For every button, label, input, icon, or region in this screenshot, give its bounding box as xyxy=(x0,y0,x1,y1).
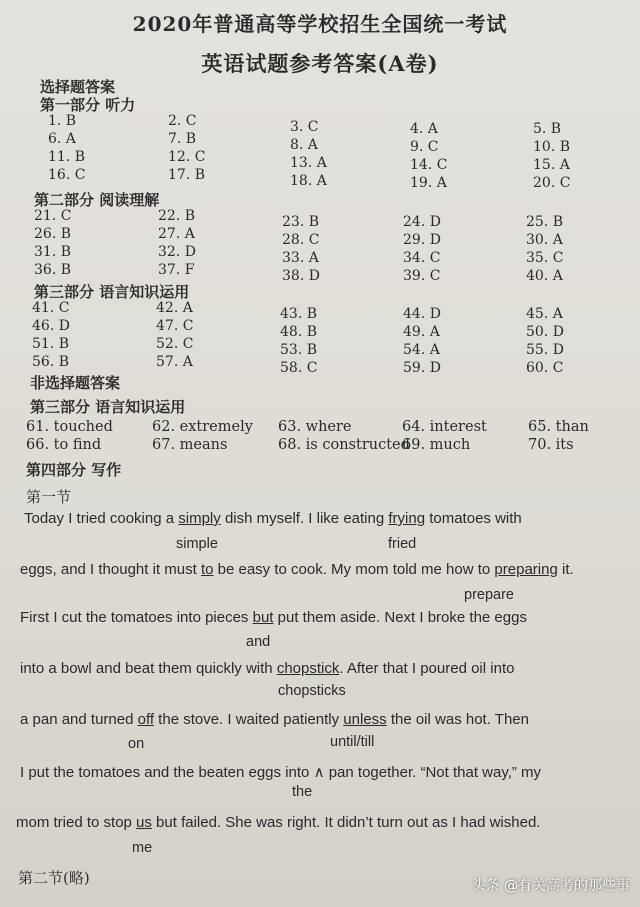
part1-heading: 第一部分 听力 xyxy=(40,96,136,114)
answer-item: 65. than xyxy=(528,419,589,435)
answer-item: 23. B xyxy=(282,214,320,230)
answer-item: 2. C xyxy=(168,113,197,129)
answer-item: 12. C xyxy=(168,149,206,165)
passage-text: I put the tomatoes and the beaten eggs into xyxy=(20,764,314,781)
answer-item: 53. B xyxy=(280,342,318,358)
part4-heading: 第四部分 写作 xyxy=(26,461,122,479)
answer-item: 22. B xyxy=(158,208,196,224)
passage-line xyxy=(20,763,541,781)
answer-item: 40. A xyxy=(526,268,563,284)
answer-item: 16. C xyxy=(48,167,86,183)
correction-word: me xyxy=(132,840,153,856)
subjective-heading: 非选择题答案 xyxy=(30,374,121,392)
answer-item: 29. D xyxy=(403,232,441,248)
objective-heading: 选择题答案 xyxy=(40,78,116,96)
answer-item: 35. C xyxy=(526,250,564,266)
passage-text: but failed. She was right. It didn’t turn out as I had wished. xyxy=(151,814,541,831)
answer-item: 66. to find xyxy=(26,437,102,453)
answer-item: 62. extremely xyxy=(152,419,253,435)
answer-item: 10. B xyxy=(533,139,571,155)
answer-item: 64. interest xyxy=(402,419,487,435)
correction-word: on xyxy=(128,736,145,752)
passage-text: the stove. I waited patiently xyxy=(154,711,344,728)
error-word: chopstick xyxy=(276,660,340,677)
passage-text: . After that I poured oil into xyxy=(339,660,515,677)
answer-item: 31. B xyxy=(34,244,72,260)
answer-item: 60. C xyxy=(526,360,564,376)
answer-item: 39. C xyxy=(403,268,441,284)
answer-item: 5. B xyxy=(533,121,562,137)
answer-item: 45. A xyxy=(526,306,563,322)
passage-text: pan together. “Not that way,” my xyxy=(324,764,542,781)
answer-item: 46. D xyxy=(32,318,70,334)
answer-item: 68. is constructed xyxy=(278,437,410,453)
passage-text: Today I tried cooking a xyxy=(24,510,179,527)
answer-item: 1. B xyxy=(48,113,77,129)
passage-line xyxy=(20,561,574,578)
answer-item: 13. A xyxy=(290,155,327,171)
answer-item: 26. B xyxy=(34,226,72,242)
answer-item: 63. where xyxy=(278,419,352,435)
correction-word: chopsticks xyxy=(278,683,346,699)
error-word: unless xyxy=(343,711,387,728)
correction-word: the xyxy=(292,784,313,800)
answer-item: 55. D xyxy=(526,342,564,358)
answer-item: 49. A xyxy=(403,324,440,340)
correction-word: prepare xyxy=(464,587,514,603)
error-word: off xyxy=(137,711,155,728)
answer-item: 57. A xyxy=(156,354,193,370)
answer-item: 28. C xyxy=(282,232,320,248)
answer-item: 3. C xyxy=(290,119,319,135)
subjective-part3-heading: 第三部分 语言知识运用 xyxy=(30,398,186,416)
answer-item: 21. C xyxy=(34,208,72,224)
answer-item: 18. A xyxy=(290,173,327,189)
answer-item: 11. B xyxy=(48,149,86,165)
watermark: 头条 @有关高考的那些事 xyxy=(471,878,630,894)
part2-heading: 第二部分 阅读理解 xyxy=(34,191,160,209)
answer-item: 69. much xyxy=(402,437,471,453)
passage-text: First I cut the tomatoes into pieces xyxy=(20,609,253,626)
answer-item: 51. B xyxy=(32,336,70,352)
correction-word: until/till xyxy=(330,734,375,750)
answer-item: 24. D xyxy=(403,214,441,230)
passage-line xyxy=(20,660,514,677)
answer-item: 17. B xyxy=(168,167,206,183)
answer-item: 56. B xyxy=(32,354,70,370)
passage-line xyxy=(24,510,522,527)
correction-word: fried xyxy=(388,536,417,552)
answer-item: 19. A xyxy=(410,175,447,191)
passage-text: tomatoes with xyxy=(425,510,522,527)
passage-text: mom tried to stop xyxy=(16,814,137,831)
error-word: simply xyxy=(178,510,221,527)
answer-item: 43. B xyxy=(280,306,318,322)
exam-subtitle: 英语试题参考答案(A卷) xyxy=(201,51,439,76)
answer-item: 70. its xyxy=(528,437,574,453)
passage-text: eggs, and I thought it must xyxy=(20,561,201,578)
section1-label: 第一节 xyxy=(26,488,72,506)
answer-item: 34. C xyxy=(403,250,441,266)
answer-item: 7. B xyxy=(168,131,197,147)
answer-item: 58. C xyxy=(280,360,318,376)
passage-text: dish myself. I like eating xyxy=(220,510,389,527)
error-word: preparing xyxy=(494,561,558,578)
answer-item: 8. A xyxy=(290,137,318,153)
answer-item: 38. D xyxy=(282,268,320,284)
passage-text: the oil was hot. Then xyxy=(386,711,529,728)
answer-item: 4. A xyxy=(410,121,438,137)
answer-item: 36. B xyxy=(34,262,72,278)
answer-item: 30. A xyxy=(526,232,563,248)
part3-heading: 第三部分 语言知识运用 xyxy=(34,283,190,301)
correction-word: and xyxy=(246,634,271,650)
exam-title: 2020年普通高等学校招生全国统一考试 xyxy=(132,12,508,36)
answer-item: 61. touched xyxy=(26,419,113,435)
answer-item: 42. A xyxy=(156,300,193,316)
error-word: ∧ xyxy=(313,764,325,781)
answer-item: 59. D xyxy=(403,360,441,376)
answer-item: 27. A xyxy=(158,226,195,242)
answer-item: 9. C xyxy=(410,139,439,155)
answer-item: 14. C xyxy=(410,157,448,173)
passage-text: into a bowl and beat them quickly with xyxy=(20,660,277,677)
error-word: but xyxy=(252,609,274,626)
error-word: to xyxy=(200,561,214,578)
answer-item: 54. A xyxy=(403,342,440,358)
answer-item: 48. B xyxy=(280,324,318,340)
error-word: frying xyxy=(388,510,426,527)
answer-item: 47. C xyxy=(156,318,194,334)
passage-line xyxy=(20,609,527,626)
passage-line xyxy=(16,814,540,831)
section2-label: 第二节(略) xyxy=(18,869,90,887)
passage-text: put them aside. Next I broke the eggs xyxy=(273,609,527,626)
answer-item: 44. D xyxy=(403,306,441,322)
answer-item: 32. D xyxy=(158,244,196,260)
answer-item: 25. B xyxy=(526,214,564,230)
answer-item: 52. C xyxy=(156,336,194,352)
answer-item: 37. F xyxy=(158,262,195,278)
answer-item: 33. A xyxy=(282,250,319,266)
passage-text: it. xyxy=(557,561,574,578)
passage-text: a pan and turned xyxy=(20,711,138,728)
answer-item: 15. A xyxy=(533,157,570,173)
answer-item: 20. C xyxy=(533,175,571,191)
passage-line xyxy=(20,711,529,728)
error-word: us xyxy=(136,814,152,831)
correction-word: simple xyxy=(176,536,218,552)
answer-item: 6. A xyxy=(48,131,76,147)
answer-item: 41. C xyxy=(32,300,70,316)
answer-item: 67. means xyxy=(152,437,228,453)
passage-text: be easy to cook. My mom told me how to xyxy=(213,561,495,578)
answer-item: 50. D xyxy=(526,324,564,340)
